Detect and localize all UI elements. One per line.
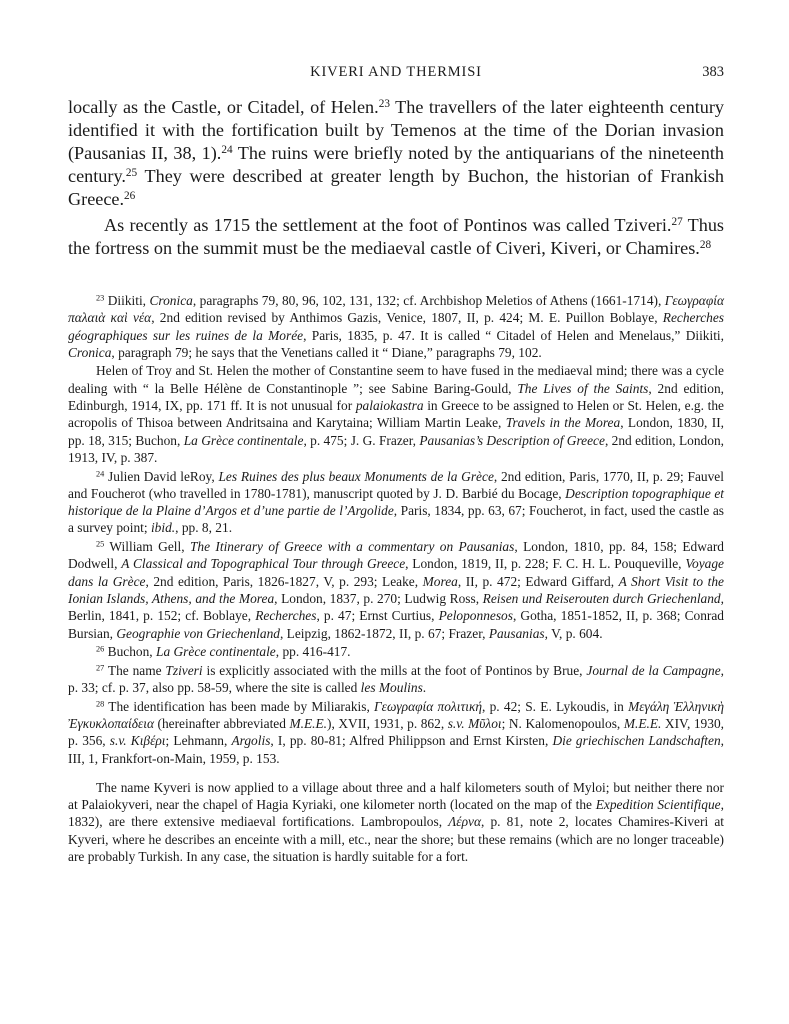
- italic-text: Reisen und Reiserouten durch Griechenland: [482, 590, 721, 606]
- text-run: XIV, 1930, p. 356,: [68, 715, 724, 749]
- main-text: [68, 96, 724, 260]
- text-run: Buchon,: [104, 644, 156, 660]
- italic-text: ibid.: [150, 520, 176, 536]
- paragraph: [68, 96, 724, 211]
- italic-text: Μεγάλη Ἑλληνικὴ Ἐγκυκλοπαίδεια: [68, 698, 724, 731]
- text-run: , 2nd edition, Edinburgh, 1914, IX, pp. 171 ff. It is not unusual for: [68, 380, 724, 414]
- text-run: , p. 33; cf. p. 37, also pp. 58-59, where the site is called: [68, 662, 725, 696]
- text-run: , Paris, 1835, p. 47. It is called “ Citadel of Helen and Menelaus,” Diikiti,: [303, 327, 725, 343]
- italic-text: M.E.E.: [289, 715, 328, 731]
- footnote-ref: 28: [96, 699, 105, 709]
- text-run: , Gotha, 1851-1852, II, p. 368; Conrad Bursian,: [68, 608, 724, 641]
- text-run: Helen of Troy and St. Helen the mother of Constantine seem to have fused in the mediaeval mind; there was a cycle dealing with “ la Belle Hélène de Constantinople ”; see Sabine Baring-Gould,: [68, 363, 724, 396]
- footnote-28: [68, 698, 724, 767]
- footnote-26: [68, 643, 724, 660]
- footnote-ref: 23: [378, 97, 390, 110]
- text-run: , London, 1837, p. 270; Ludwig Ross,: [274, 590, 483, 606]
- text-run: Thus the fortress on the summit must be the mediaeval castle of Civeri, Kiveri, or Chamires.: [68, 215, 725, 258]
- italic-text: A Classical and Topographical Tour through Greece: [121, 556, 406, 572]
- italic-text: Die griechischen Landschaften: [552, 733, 721, 749]
- italic-text: The Lives of the Saints: [517, 380, 649, 396]
- page-number: 383: [702, 64, 724, 80]
- text-run: , 2nd edition, Paris, 1826-1827, V, p. 293; Leake,: [145, 573, 423, 589]
- text-run: locally as the Castle, or Citadel, of Helen.: [68, 97, 379, 117]
- text-run: ; Lehmann,: [165, 733, 232, 749]
- text-run: , Leipzig, 1862-1872, II, p. 67; Frazer,: [279, 625, 489, 641]
- italic-text: Travels in the Morea: [505, 415, 621, 431]
- italic-text: Cronica: [149, 293, 193, 308]
- footnote-ref: 25: [125, 166, 138, 179]
- italic-text: A Short Visit to the Ionian Islands, Athens, and the Morea: [68, 573, 724, 606]
- footnote-25: [68, 538, 724, 642]
- italic-text: Pausanias: [488, 625, 545, 641]
- italic-text: Pausanias’s Description of Greece: [419, 432, 605, 448]
- text-run: , III, 1, Frankfort-on-Main, 1959, p. 153.: [68, 733, 724, 766]
- text-run: The ruins were briefly noted by the antiquarians of the nineteenth century.: [68, 143, 724, 186]
- text-run: , p. 475; J. G. Frazer,: [303, 432, 420, 448]
- italic-text: Expedition Scientifique: [595, 797, 721, 813]
- text-run: ), XVII, 1931, p. 862,: [327, 715, 448, 731]
- footnote-28-continued: [68, 779, 724, 865]
- footnote-ref: 27: [671, 215, 683, 228]
- italic-text: Tziveri: [165, 662, 203, 678]
- italic-text: The Itinerary of Greece with a commentary on Pausanias: [189, 539, 515, 555]
- footnote-27: [68, 662, 724, 697]
- text-run: , London, 1830, II, pp. 18, 315; Buchon,: [68, 415, 724, 448]
- italic-text: s.v.: [447, 715, 465, 731]
- text-run: As recently as 1715 the settlement at the foot of Pontinos was called Tziveri.: [104, 215, 672, 235]
- italic-text: Μῦλοι: [468, 715, 502, 731]
- paragraph: [68, 214, 724, 260]
- text-run: The travellers of the later eighteenth century identified it with the fortification built by Temenos at the time of the Dorian invasion (Pausanias II, 38, 1).: [68, 97, 724, 163]
- text-run: , 2nd edition, Paris, 1770, II, p. 29; Fauvel and Foucherot (who travelled in 1780-1781), manuscript quoted by J. D. Barbié du Bocage,: [68, 468, 724, 501]
- text-run: , London, 1819, II, p. 228; F. C. H. L. Pouqueville,: [405, 556, 686, 572]
- footnotes: [68, 292, 724, 867]
- text-run: , 1832), are there extensive mediaeval fortifications. Lambropoulos,: [68, 797, 724, 830]
- text-run: , V, p. 604.: [544, 625, 603, 641]
- text-run: Julien David leRoy,: [104, 468, 219, 484]
- footnote-23-continued: [68, 362, 724, 466]
- italic-text: Recherches géographiques sur les ruines de la Morée: [68, 310, 724, 343]
- italic-text: Peloponnesos: [438, 608, 513, 624]
- text-run: in Greece to be assigned to Helen or St. Helen, e.g. the acropolis of Thisoa between Andritsaina and Karytaina; William Martin Leake,: [68, 398, 724, 431]
- text-run: Diikiti,: [104, 293, 150, 308]
- text-run: , 2nd edition revised by Anthimos Gazis, Venice, 1807, II, p. 424; M. E. Puillon Boblaye,: [151, 310, 663, 326]
- text-run: The name: [104, 662, 166, 678]
- text-run: .: [422, 680, 427, 696]
- italic-text: La Grèce continentale: [183, 432, 304, 448]
- text-run: , I, pp. 80-81; Alfred Philippson and Ernst Kirsten,: [270, 733, 553, 749]
- footnote-ref: 23: [96, 293, 105, 303]
- italic-text: Journal de la Campagne: [586, 662, 721, 678]
- italic-text: Γεωγραφία παλαιὰ καὶ νέα: [68, 293, 724, 326]
- text-run: , paragraphs 79, 80, 96, 102, 131, 132; cf. Archbishop Meletios of Athens (1661-1714),: [192, 293, 665, 308]
- text-run: (hereinafter abbreviated: [153, 715, 290, 731]
- italic-text: M.E.E.: [623, 715, 662, 731]
- text-run: , p. 47; Ernst Curtius,: [316, 608, 439, 624]
- footnote-ref: 26: [96, 644, 105, 654]
- footnote-ref: 25: [96, 539, 105, 549]
- footnote-ref: 28: [699, 238, 712, 251]
- footnote-ref: 27: [96, 663, 105, 673]
- text-run: , Berlin, 1841, p. 152; cf. Boblaye,: [68, 590, 724, 624]
- text-run: , paragraph 79; he says that the Venetians called it “ Diane,” paragraphs 79, 102.: [111, 344, 542, 360]
- italic-text: Argolis: [231, 733, 271, 749]
- italic-text: Morea: [422, 573, 458, 589]
- text-run: ; N. Kalomenopoulos,: [501, 715, 624, 731]
- italic-text: palaiokastra: [355, 398, 424, 414]
- text-run: , pp. 416-417.: [275, 644, 351, 660]
- italic-text: Les Ruines des plus beaux Monuments de la Grèce: [218, 468, 494, 484]
- italic-text: Λέρνα: [448, 814, 481, 830]
- text-run: William Gell,: [104, 539, 190, 555]
- italic-text: Recherches: [255, 608, 317, 624]
- running-header: [68, 64, 724, 84]
- text-run: , p. 81, note 2, locates Chamires-Kiveri at Kyveri, where he describes an enceinte with a mill, etc., near the shore; but these remains (which are no longer traceable) are probably Turkish. In any case, the situation is hardly suitable for a fort.: [68, 814, 724, 864]
- footnote-ref: 24: [221, 143, 233, 156]
- text-run: is explicitly associated with the mills at the foot of Pontinos by Brue,: [202, 662, 587, 678]
- running-title: KIVERI AND THERMISI: [310, 64, 482, 80]
- text-run: , p. 42; S. E. Lykoudis, in: [482, 698, 629, 714]
- footnote-ref: 26: [124, 189, 136, 202]
- footnote-23: [68, 292, 724, 361]
- italic-text: Description topographique et historique de la Plaine d’Argos et d’une partie de l’Argolide: [68, 485, 724, 519]
- italic-text: Γεωγραφία πολιτική: [374, 698, 483, 714]
- italic-text: s.v.: [109, 733, 127, 749]
- italic-text: Κιβέρι: [130, 733, 166, 749]
- text-run: , Paris, 1834, pp. 63, 67; Foucherot, in fact, used the castle as a survey point;: [68, 503, 724, 536]
- italic-text: Geographie von Griechenland: [116, 625, 280, 641]
- italic-text: les Moulins: [360, 680, 423, 696]
- text-run: They were described at greater length by Buchon, the historian of Frankish Greece.: [68, 166, 724, 209]
- italic-text: Voyage dans la Grèce: [68, 556, 724, 589]
- text-run: , pp. 8, 21.: [175, 520, 233, 536]
- footnote-ref: 24: [96, 469, 105, 478]
- italic-text: La Grèce continentale: [156, 644, 276, 660]
- text-run: The identification has been made by Miliarakis,: [104, 698, 375, 714]
- footnote-24: [68, 468, 724, 537]
- text-run: , 2nd edition, London, 1913, IV, p. 387.: [68, 432, 724, 465]
- text-run: , London, 1810, pp. 84, 158; Edward Dodwell,: [68, 539, 725, 572]
- text-run: The name Kyveri is now applied to a village about three and a half kilometers south of Myloi; but neither there nor at Palaiokyveri, near the chapel of Hagia Kyriaki, one kilometer north (located on the map of the: [68, 779, 724, 813]
- text-run: , II, p. 472; Edward Giffard,: [457, 573, 619, 589]
- italic-text: Cronica: [68, 344, 112, 360]
